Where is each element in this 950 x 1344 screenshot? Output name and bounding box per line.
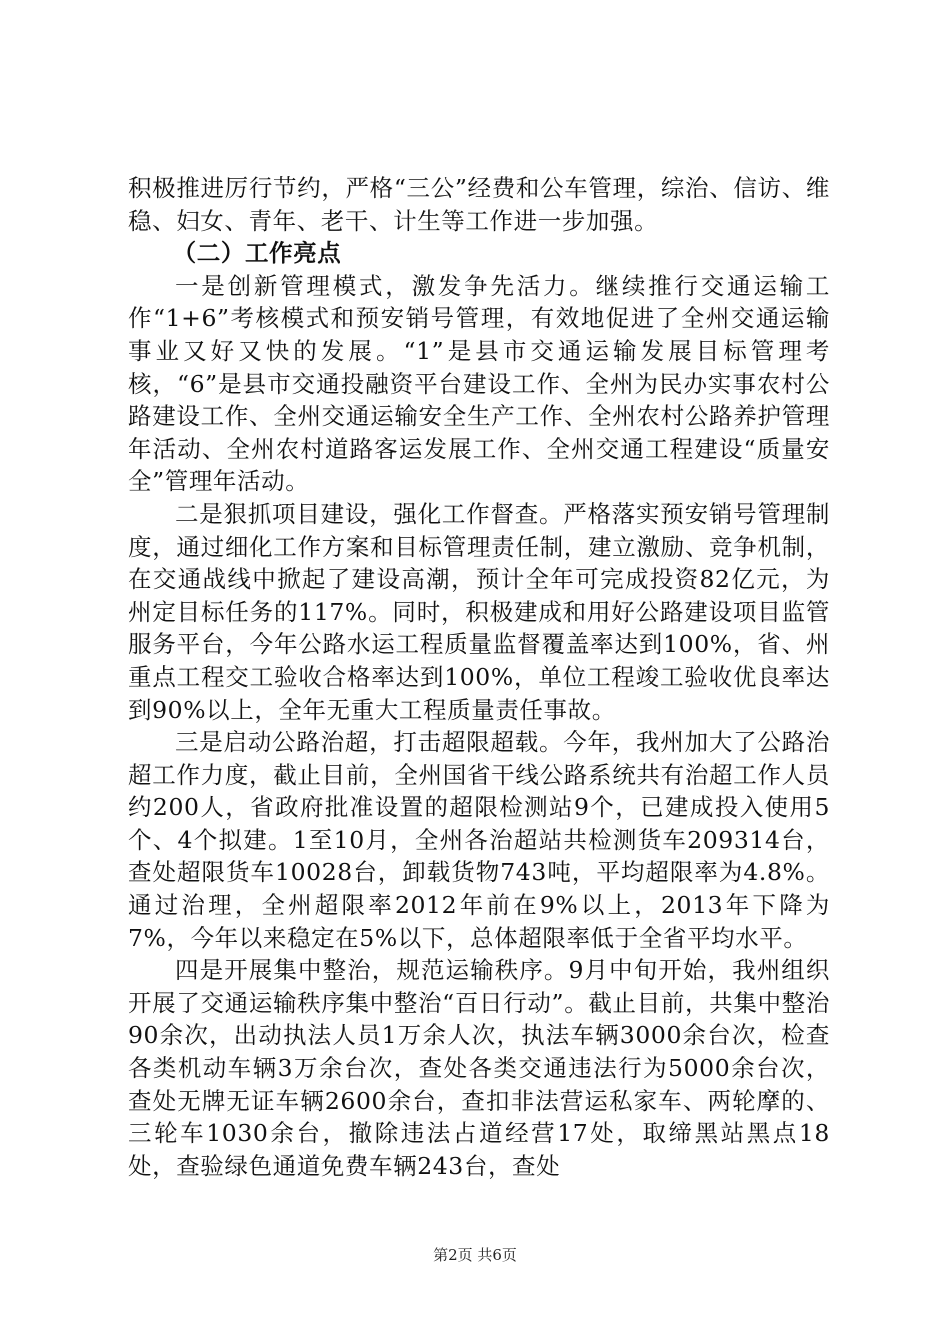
paragraph-1: 一是创新管理模式，激发争先活力。继续推行交通运输工作“1+6”考核模式和预安销号管理，有效地促进了全州交通运输事业又好又快的发展。“1”是县市交通运输发展目标管理考核，“6”是县市交通投融资平台建设工作、全州为民办实事农村公路建设工作、全州交通运输安全生产工作、全州农村公路养护管理年活动、全州农村道路客运发展工作、全州交通工程建设“质量安全”管理年活动。 bbox=[128, 271, 830, 496]
paragraph-continuation: 积极推进厉行节约，严格“三公”经费和公车管理，综治、信访、维稳、妇女、青年、老干、计生等工作进一步加强。 bbox=[128, 174, 830, 235]
paragraph-2: 二是狠抓项目建设，强化工作督查。严格落实预安销号管理制度，通过细化工作方案和目标管理责任制，建立激励、竞争机制，在交通战线中掀起了建设高潮，预计全年可完成投资82亿元，为州定目标任务的117%。同时，积极建成和用好公路建设项目监管服务平台，今年公路水运工程质量监督覆盖率达到100%，省、州重点工程交工验收合格率达到100%，单位工程竣工验收优良率达到90%以上，全年无重大工程质量责任事故。 bbox=[128, 499, 830, 724]
document-body bbox=[128, 172, 830, 1182]
section-heading: （二）工作亮点 bbox=[172, 239, 342, 268]
page-footer: 第2页 共6页 bbox=[433, 1246, 517, 1264]
paragraph-3: 三是启动公路治超，打击超限超载。今年，我州加大了公路治超工作力度，截止目前，全州国省干线公路系统共有治超工作人员约200人，省政府批准设置的超限检测站9个，已建成投入使用5个、4个拟建。1至10月，全州各治超站共检测货车209314台，查处超限货车10028台，卸载货物743吨，平均超限率为4.8%。通过治理，全州超限率2012年前在9%以上，2013年下降为7%，今年以来稳定在5%以下，总体超限率低于全省平均水平。 bbox=[128, 728, 830, 952]
paragraph-4: 四是开展集中整治，规范运输秩序。9月中旬开始，我州组织开展了交通运输秩序集中整治“百日行动”。截止目前，共集中整治90余次，出动执法人员1万余人次，执法车辆3000余台次，检查各类机动车辆3万余台次，查处各类交通违法行为5000余台次，查处无牌无证车辆2600余台，查扣非法营运私家车、两轮摩的、三轮车1030余台，撤除违法占道经营17处，取缔黑站黑点18处，查验绿色通道免费车辆243台，查处 bbox=[128, 956, 830, 1180]
